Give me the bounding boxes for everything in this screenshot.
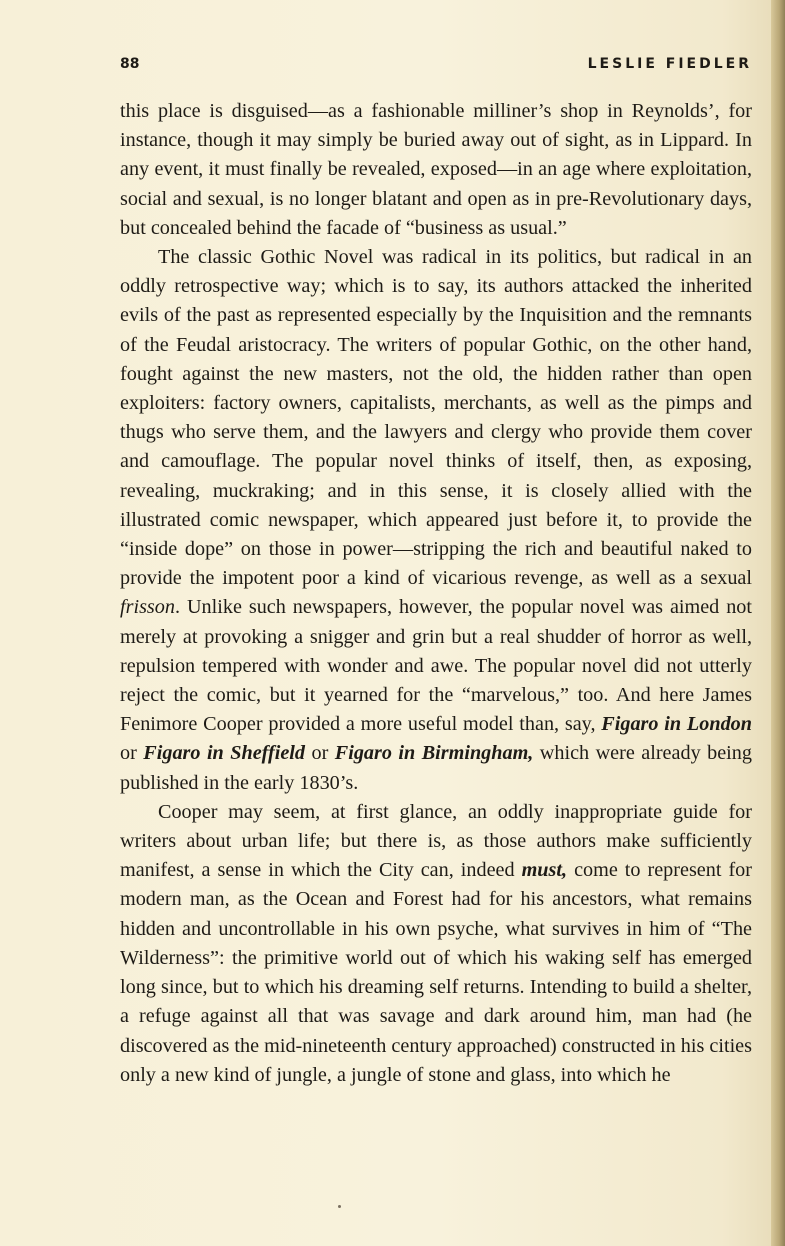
paragraph — [120, 97, 752, 243]
text-run: come to represent for modern man, as the Ocean and Forest had for his ancestors, what remains hidden and uncontrollable in his own psyche, what survives in him of “The Wilderness”: the primitive world out of which his waking self has emerged long since, but to which his dreaming self returns. Intending to build a shelter, a refuge against all that was savage and dark around him, man had (he discovered as the mid-nineteenth century approached) constructed in his cities only a new kind of jungle, a jungle of stone and glass, into which he — [120, 859, 752, 1086]
italic-title: Figaro in Birmingham, — [334, 742, 534, 765]
text-run: . Unlike such newspapers, however, the popular novel was aimed not merely at provoking a snigger and grin but a real shudder of horror as well, repulsion tempered with wonder and awe. The popular novel did not utterly reject the comic, but it yearned for the “marvelous,” too. And here James Fenimore Cooper provided a more useful model than, say, — [120, 596, 752, 736]
text-run: or — [305, 742, 335, 765]
italic-title: must, — [521, 859, 568, 882]
running-head-author: LESLIE FIEDLER — [587, 56, 752, 72]
page-number: 88 — [120, 56, 140, 72]
text-run: which were already being published in the early 1830’s. — [120, 742, 752, 794]
text-run: this place is disguised—as a fashionable milliner’s shop in Reynolds’, for instance, though it may simply be buried away out of sight, as in Lippard. In any event, it must finally be revealed, exposed—in an age where exploitation, social and sexual, is no longer blatant and open as in pre-Revolutionary days, but concealed behind the facade of “business as usual.” — [120, 100, 752, 239]
italic-term: frisson — [120, 596, 175, 619]
paragraph — [120, 243, 752, 798]
italic-title: Figaro in Sheffield — [143, 742, 306, 765]
text-run: The classic Gothic Novel was radical in its politics, but radical in an oddly retrospective way; which is to say, its authors attacked the inherited evils of the past as represented especially by the Inquisition and the remnants of the Feudal aristocracy. The writers of popular Gothic, on the other hand, fought against the new masters, not the old, the hidden rather than open exploiters: factory owners, capitalists, merchants, as well as the pimps and thugs who serve them, and the lawyers and clergy who provide them cover and camouflage. The popular novel thinks of itself, then, as exposing, revealing, muckraking; and in this sense, it is closely allied with the illustrated comic newspaper, which appeared just before it, to provide the “inside dope” on those in power—stripping the rich and beautiful naked to provide the impotent poor a kind of vicarious revenge, as well as a sexual — [120, 246, 752, 590]
body-text — [120, 97, 752, 1090]
page-speck — [338, 1205, 341, 1208]
text-run: Cooper may seem, at first glance, an oddly inappropriate guide for writers about urban life; but there is, as those authors make sufficiently manifest, a sense in which the City can, indeed — [120, 800, 752, 882]
paragraph — [120, 798, 752, 1090]
italic-title: Figaro in London — [601, 713, 752, 736]
text-run: or — [120, 742, 144, 765]
running-head — [120, 56, 752, 80]
page-gutter-edge — [771, 0, 785, 1246]
